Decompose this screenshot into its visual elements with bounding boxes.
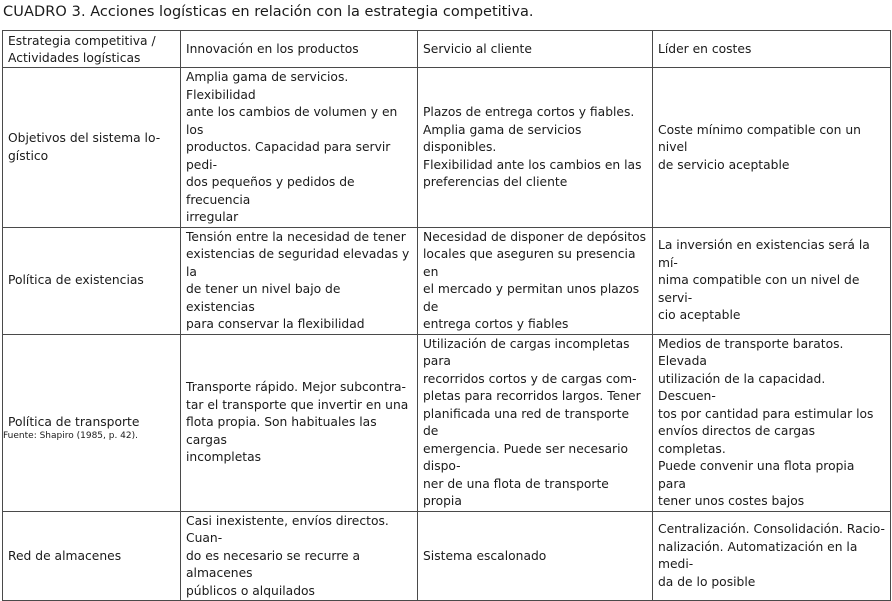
source-note: Fuente: Shapiro (1985, p. 42). — [3, 431, 138, 441]
cell-text: Coste mínimo compatible con un nivel de servicio aceptable — [658, 122, 861, 172]
cell-text: Amplia gama de servicios. Flexibilidad ante los cambios de volumen y en los productos. Capacidad para servir pedi- dos pequeños y pedidos de frecuencia irregular — [186, 70, 398, 224]
cell-text: Sistema escalonado — [423, 548, 547, 563]
table-cell — [418, 334, 653, 511]
header-cost-text: Líder en costes — [658, 42, 752, 56]
table-cell — [181, 334, 418, 511]
row-label-cell — [3, 334, 181, 511]
row-label-cell — [3, 68, 181, 228]
caption-text: Acciones logísticas en relación con la estrategia competitiva. — [90, 4, 534, 20]
row-label: Objetivos del sistema lo- gístico — [8, 131, 161, 163]
table-cell — [181, 511, 418, 601]
header-row — [3, 31, 891, 68]
cell-text: La inversión en existencias será la mí- nima compatible con un nivel de servi- cio aceptable — [658, 238, 870, 323]
table-row — [3, 68, 891, 228]
caption-number: CUADRO 3. — [3, 4, 86, 20]
header-innovation-text: Innovación en los productos — [186, 42, 359, 56]
table-cell — [653, 334, 891, 511]
table-row — [3, 334, 891, 511]
row-label-cell — [3, 227, 181, 334]
header-cell-strategy — [3, 31, 181, 68]
row-label: Política de existencias — [8, 273, 144, 288]
cell-text: Transporte rápido. Mejor subcontra- tar el transporte que invertir en una flota propia. Son habituales las cargas incompletas — [186, 380, 409, 465]
header-cell-cost — [653, 31, 891, 68]
header-service-text: Servicio al cliente — [423, 42, 532, 56]
header-cell-innovation — [181, 31, 418, 68]
table-row — [3, 511, 891, 601]
table-cell — [653, 511, 891, 601]
table-cell — [418, 68, 653, 228]
cell-text: Tensión entre la necesidad de tener existencias de seguridad elevadas y la de tener un nivel bajo de existencias para conservar la flexibilidad — [186, 229, 410, 331]
row-label-cell — [3, 511, 181, 601]
cell-text: Centralización. Consolidación. Racio- nalización. Automatización en la medi- da de lo posible — [658, 522, 885, 589]
cell-text: Medios de transporte baratos. Elevada utilización de la capacidad. Descuen- tos por cantidad para estimular los envíos directos de cargas completas. Puede convenir una flota propia para tener unos costes bajos — [658, 336, 874, 508]
table-cell — [181, 227, 418, 334]
header-strategy-text: Estrategia competitiva / Actividades logísticas — [8, 33, 156, 65]
table-cell — [653, 68, 891, 228]
table-row — [3, 227, 891, 334]
logistics-strategy-table — [2, 30, 891, 601]
table-caption — [3, 3, 533, 21]
header-cell-service — [418, 31, 653, 68]
table-cell — [653, 227, 891, 334]
cell-text: Necesidad de disponer de depósitos locales que aseguren su presencia en el mercado y permitan unos plazos de entrega cortos y fiables — [423, 229, 647, 331]
row-label: Red de almacenes — [8, 548, 122, 563]
table-cell — [418, 227, 653, 334]
table-cell — [181, 68, 418, 228]
row-label: Política de transporte — [8, 415, 140, 430]
cell-text: Plazos de entrega cortos y fiables. Amplia gama de servicios disponibles. Flexibilidad ante los cambios en las preferencias del cliente — [423, 105, 642, 189]
table-cell — [418, 511, 653, 601]
cell-text: Utilización de cargas incompletas para recorridos cortos y de cargas com- pletas para recorridos largos. Tener planificada una red de transporte de emergencia. Puede ser necesario dispo- ner de una flota de transporte propia — [423, 336, 641, 508]
cell-text: Casi inexistente, envíos directos. Cuan- do es necesario se recurre a almacenes públicos o alquilados — [186, 513, 389, 598]
